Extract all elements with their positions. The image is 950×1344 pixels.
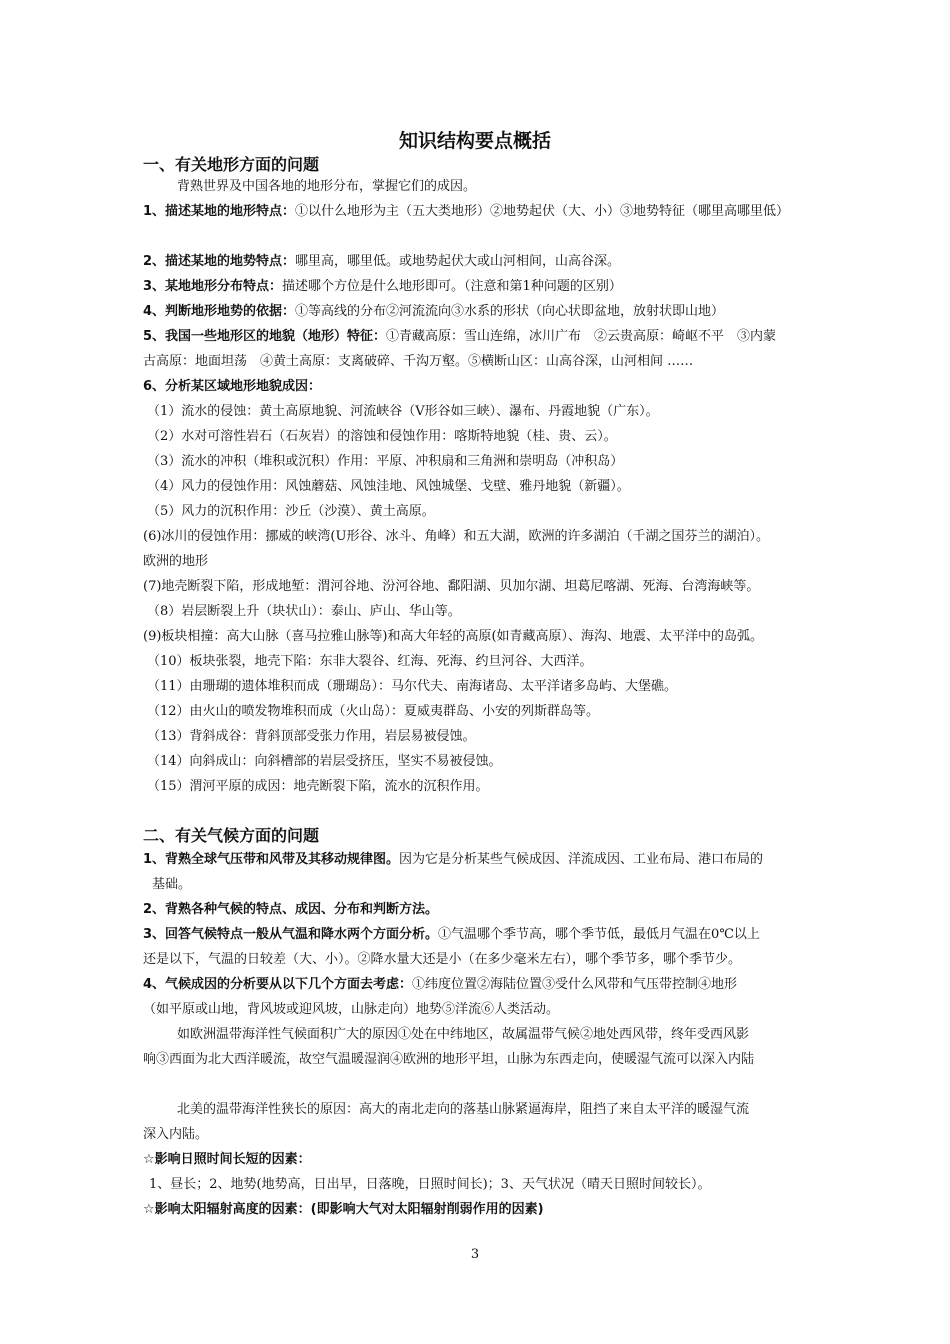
s1-item3 bbox=[143, 274, 815, 299]
page-title: 知识结构要点概括 bbox=[398, 130, 551, 152]
s2-item2 bbox=[143, 897, 815, 922]
s1-item3-label: 3、某地地形分布特点： bbox=[143, 279, 283, 294]
s1-item5-label: 5、我国一些地形区的地貌（地形）特征： bbox=[143, 329, 387, 344]
cause-line: （14）向斜成山：向斜槽部的岩层受挤压，坚实不易被侵蚀。 bbox=[147, 754, 502, 769]
cause-line: （10）板块张裂，地壳下陷：东非大裂谷、红海、死海、约旦河谷、大西洋。 bbox=[147, 654, 593, 669]
s2-item3-label: 3、回答气候特点一般从气温和降水两个方面分析。 bbox=[143, 927, 439, 942]
cause-line: 欧洲的地形 bbox=[143, 554, 209, 569]
s2-item1-cont: 基础。 bbox=[152, 877, 192, 892]
s2-item2-label: 2、背熟各种气候的特点、成因、分布和判断方法。 bbox=[143, 902, 439, 917]
s1-item4-text: ①等高线的分布②河流流向③水系的形状（向心状即盆地，放射状即山地） bbox=[295, 304, 725, 319]
s2-item1-label: 1、背熟全球气压带和风带及其移动规律图。 bbox=[143, 852, 400, 867]
cause-line: （12）由火山的喷发物堆积而成（火山岛）：夏威夷群岛、小安的列斯群岛等。 bbox=[147, 704, 600, 719]
europe-para-line: 响③西面为北大西洋暖流，故空气温暖湿润④欧洲的地形平坦，山脉为东西走向，使暖湿气流可以深入内陆 bbox=[143, 1052, 755, 1067]
s2-item1-text: 因为它是分析某些气候成因、洋流成因、工业布局、港口布局的 bbox=[399, 852, 764, 867]
s1-item2-text: 哪里高，哪里低。或地势起伏大或山河相间，山高谷深。 bbox=[295, 254, 621, 269]
s1-item2-label: 2、描述某地的地势特点： bbox=[143, 254, 296, 269]
s2-item4-label: 4、气候成因的分析要从以下几个方面去考虑： bbox=[143, 977, 413, 992]
s1-item4 bbox=[143, 299, 815, 324]
cause-line: （11）由珊瑚的遗体堆积而成（珊瑚岛）：马尔代夫、南海诸岛、太平洋诸多岛屿、大堡礁。 bbox=[147, 679, 678, 694]
s2-item3-text: ①气温哪个季节高，哪个季节低，最低月气温在0℃以上 bbox=[438, 927, 760, 942]
s2-item1 bbox=[143, 847, 815, 872]
s1-item1-label: 1、描述某地的地形特点： bbox=[143, 204, 296, 219]
radiation-label: ☆影响太阳辐射高度的因素：(即影响大气对太阳辐射削弱作用的因素) bbox=[143, 1202, 544, 1217]
cause-line: （2）水对可溶性岩石（石灰岩）的溶蚀和侵蚀作用：喀斯特地貌（桂、贵、云）。 bbox=[147, 429, 617, 444]
s1-item2 bbox=[143, 249, 815, 274]
cause-line: (7)地壳断裂下陷，形成地堑：渭河谷地、汾河谷地、鄱阳湖、贝加尔湖、坦葛尼喀湖、死海、台湾海峡等。 bbox=[143, 579, 760, 594]
radiation-heading bbox=[143, 1197, 815, 1222]
s1-item5-cont: 古高原：地面坦荡 ④黄土高原：支离破碎、千沟万壑。⑤横断山区：山高谷深，山河相间 …… bbox=[143, 354, 694, 369]
s1-item6 bbox=[143, 374, 815, 399]
s1-item5-text: ①青藏高原：雪山连绵，冰川广布 ②云贵高原：崎岖不平 ③内蒙 bbox=[386, 329, 777, 344]
sunshine-label: ☆影响日照时间长短的因素： bbox=[143, 1152, 311, 1167]
cause-line: （8）岩层断裂上升（块状山）：泰山、庐山、华山等。 bbox=[147, 604, 461, 619]
section1-intro: 背熟世界及中国各地的地形分布，掌握它们的成因。 bbox=[177, 179, 477, 194]
s1-item6-label: 6、分析某区域地形地貌成因： bbox=[143, 379, 322, 394]
section2-heading: 二、有关气候方面的问题 bbox=[143, 826, 320, 845]
cause-line: （13）背斜成谷：背斜顶部受张力作用，岩层易被侵蚀。 bbox=[147, 729, 476, 744]
s2-item4-cont: （如平原或山地，背风坡或迎风坡，山脉走向）地势⑤洋流⑥人类活动。 bbox=[143, 1002, 560, 1017]
s1-item3-text: 描述哪个方位是什么地形即可。（注意和第1种问题的区别） bbox=[282, 279, 622, 294]
s1-item1 bbox=[143, 199, 815, 224]
europe-para-line: 如欧洲温带海洋性气候面积广大的原因①处在中纬地区，故属温带气候②地处西风带，终年受西风影 bbox=[177, 1027, 750, 1042]
s2-item3 bbox=[143, 922, 815, 947]
cause-line: （1）流水的侵蚀：黄土高原地貌、河流峡谷（V形谷如三峡）、瀑布、丹霞地貌（广东）。 bbox=[147, 404, 659, 419]
cause-line: （15）渭河平原的成因：地壳断裂下陷，流水的沉积作用。 bbox=[147, 779, 489, 794]
cause-line: (9)板块相撞：高大山脉（喜马拉雅山脉等)和高大年轻的高原(如青藏高原）、海沟、地震、太平洋中的岛弧。 bbox=[143, 629, 764, 644]
cause-line: (6)冰川的侵蚀作用：挪威的峡湾(U形谷、冰斗、角峰）和五大湖，欧洲的许多湖泊（千湖之国芬兰的湖泊）。 bbox=[143, 529, 769, 544]
s2-item3-cont: 还是以下，气温的日较差（大、小）。②降水量大还是小（在多少毫米左右），哪个季节多，哪个季节少。 bbox=[143, 952, 742, 967]
s2-item4 bbox=[143, 972, 815, 997]
na-para-line: 北美的温带海洋性狭长的原因：高大的南北走向的落基山脉紧逼海岸，阻挡了来自太平洋的暖湿气流 bbox=[177, 1102, 750, 1117]
s2-item4-text: ①纬度位置②海陆位置③受什么风带和气压带控制④地形 bbox=[412, 977, 738, 992]
s1-item1-text: ①以什么地形为主（五大类地形）②地势起伏（大、小）③地势特征（哪里高哪里低） bbox=[295, 204, 790, 219]
page-number: 3 bbox=[470, 1247, 480, 1262]
cause-line: （5）风力的沉积作用：沙丘（沙漠）、黄土高原。 bbox=[147, 504, 435, 519]
s1-item4-label: 4、判断地形地势的依据： bbox=[143, 304, 296, 319]
na-para-line: 深入内陆。 bbox=[143, 1127, 209, 1142]
sunshine-text: 1、昼长；2、地势(地势高，日出早，日落晚，日照时间长)；3、天气状况（晴天日照时间较长）。 bbox=[149, 1177, 711, 1192]
s1-item5 bbox=[143, 324, 815, 349]
cause-line: （3）流水的冲积（堆积或沉积）作用：平原、冲积扇和三角洲和崇明岛（冲积岛） bbox=[147, 454, 624, 469]
sunshine-heading bbox=[143, 1147, 815, 1172]
cause-line: （4）风力的侵蚀作用：风蚀蘑菇、风蚀洼地、风蚀城堡、戈壁、雅丹地貌（新疆）。 bbox=[147, 479, 630, 494]
section1-heading: 一、有关地形方面的问题 bbox=[143, 155, 320, 174]
